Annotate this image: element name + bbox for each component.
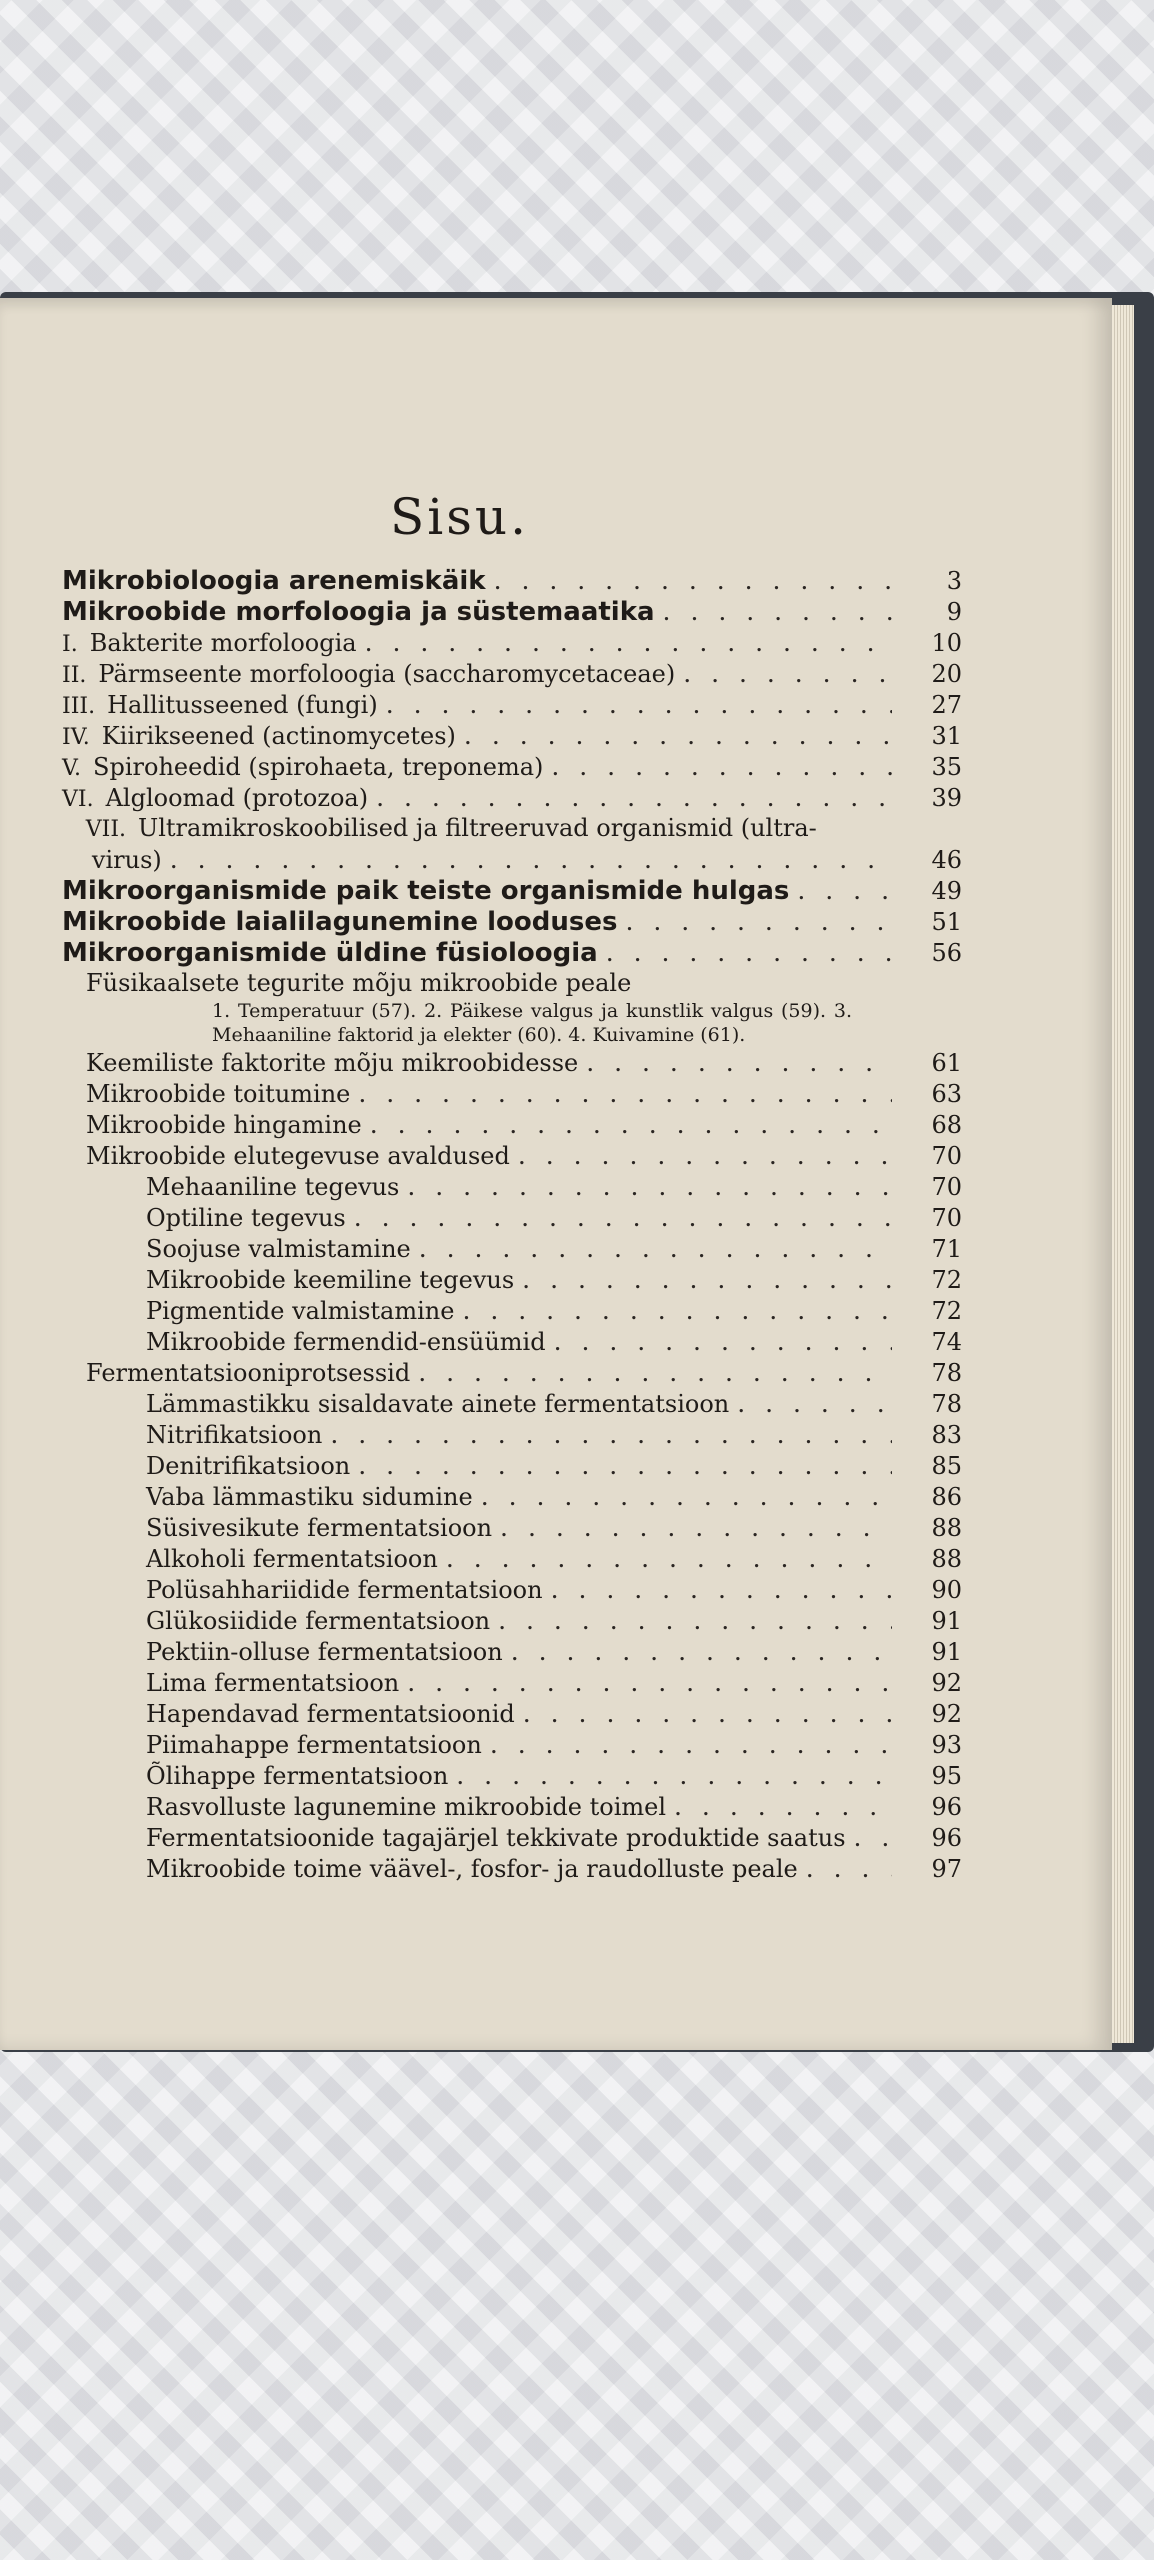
toc-entry[interactable] bbox=[62, 1109, 962, 1140]
leader-dots bbox=[666, 1791, 892, 1822]
toc-page-number: 63 bbox=[931, 1080, 962, 1108]
toc-entry[interactable] bbox=[62, 1233, 962, 1264]
toc-entry[interactable] bbox=[62, 968, 962, 999]
leader-dots bbox=[456, 720, 892, 751]
leader-dots bbox=[543, 751, 892, 782]
toc-entry[interactable] bbox=[62, 1605, 962, 1636]
toc-page-number: 31 bbox=[931, 722, 962, 750]
chapter-number: IV. bbox=[62, 725, 90, 750]
leader-dots bbox=[399, 1171, 892, 1202]
toc-entry-label: Hapendavad fermentatsioonid bbox=[146, 1700, 515, 1728]
toc-entry[interactable] bbox=[62, 1667, 962, 1698]
leader-dots bbox=[346, 1202, 892, 1233]
toc-entry[interactable] bbox=[62, 875, 962, 906]
toc-entry-label: Õlihappe fermentatsioon bbox=[146, 1762, 449, 1790]
toc-page-number: 96 bbox=[931, 1824, 962, 1852]
toc-entry[interactable] bbox=[62, 1481, 962, 1512]
toc-page-number: 39 bbox=[931, 784, 962, 812]
toc-entry[interactable] bbox=[62, 1295, 962, 1326]
toc-entry-label: Hallitusseened (fungi) bbox=[107, 691, 378, 719]
toc-entry-label: Rasvolluste lagunemine mikroobide toimel bbox=[146, 1793, 667, 1821]
toc-page-number: 72 bbox=[931, 1266, 962, 1294]
chapter-number: VI. bbox=[62, 787, 94, 812]
toc-page-number: 3 bbox=[946, 567, 962, 595]
toc-page-number: 93 bbox=[931, 1731, 962, 1759]
toc-entry-label: Mikroobide toitumine bbox=[86, 1080, 351, 1108]
toc-entry[interactable] bbox=[62, 1326, 962, 1357]
toc-entry-label: Ultramikroskoobilised ja filtreeruvad organismid (ultra- bbox=[138, 814, 817, 842]
chapter-number: VII. bbox=[85, 817, 126, 842]
chapter-number: III. bbox=[62, 694, 96, 719]
toc-entry-label: Mikroobide keemiline tegevus bbox=[146, 1266, 515, 1294]
toc-page-number: 35 bbox=[931, 753, 962, 781]
leader-dots bbox=[362, 1109, 892, 1140]
toc-page-number: 70 bbox=[931, 1173, 962, 1201]
leader-dots bbox=[486, 565, 892, 596]
toc-entry-label: Mikroobide elutegevuse avaldused bbox=[86, 1142, 510, 1170]
toc-entry[interactable] bbox=[62, 1853, 962, 1884]
leader-dots bbox=[798, 1853, 892, 1884]
toc-entry-label: Alkoholi fermentatsioon bbox=[146, 1545, 438, 1573]
leader-dots bbox=[655, 596, 892, 627]
toc-page-number: 61 bbox=[931, 1049, 962, 1077]
leader-dots bbox=[368, 782, 892, 813]
toc-entry[interactable] bbox=[62, 658, 962, 689]
toc-entry-label: Denitrifikatsioon bbox=[146, 1452, 351, 1480]
toc-entry-label: Keemiliste faktorite mõju mikroobidesse bbox=[86, 1049, 579, 1077]
leader-dots bbox=[399, 1667, 892, 1698]
toc-entry-label: Mikroobide fermendid-ensüümid bbox=[146, 1328, 546, 1356]
leader-dots bbox=[503, 1636, 892, 1667]
toc-page-number: 78 bbox=[931, 1390, 962, 1418]
leader-dots bbox=[378, 689, 892, 720]
toc-entry[interactable] bbox=[62, 720, 962, 751]
toc-page-number: 74 bbox=[931, 1328, 962, 1356]
toc-page-number: 70 bbox=[931, 1142, 962, 1170]
toc-entry[interactable] bbox=[62, 689, 962, 720]
leader-dots bbox=[598, 937, 892, 968]
toc-entry-label: Mehaaniline tegevus bbox=[146, 1173, 400, 1201]
leader-dots bbox=[482, 1729, 892, 1760]
toc-entry[interactable] bbox=[62, 1574, 962, 1605]
toc-entry-label: Füsikaalsete tegurite mõju mikroobide peale bbox=[86, 969, 632, 997]
toc-page-number: 92 bbox=[931, 1669, 962, 1697]
toc-entry-label: Pigmentide valmistamine bbox=[146, 1297, 455, 1325]
leader-dots bbox=[546, 1326, 892, 1357]
toc-entry[interactable] bbox=[62, 844, 962, 875]
leader-dots bbox=[617, 906, 892, 937]
toc-entry[interactable] bbox=[62, 1047, 962, 1078]
page-title: Sisu. bbox=[390, 488, 529, 546]
toc-entry[interactable] bbox=[62, 1698, 962, 1729]
toc-entry-label: Süsivesikute fermentatsioon bbox=[146, 1514, 493, 1542]
leader-dots bbox=[350, 1450, 892, 1481]
toc-entry[interactable] bbox=[62, 596, 962, 627]
toc-entry[interactable] bbox=[62, 1264, 962, 1295]
toc-entry-label: Mikroobide laialilagunemine looduses bbox=[62, 907, 618, 937]
toc-entry-label: Mikroobide morfoloogia ja süstemaatika bbox=[62, 597, 655, 627]
toc-entry[interactable] bbox=[62, 1760, 962, 1791]
toc-page-number: 71 bbox=[931, 1235, 962, 1263]
toc-entry[interactable] bbox=[62, 1512, 962, 1543]
leader-dots bbox=[515, 1698, 892, 1729]
toc-entry[interactable] bbox=[62, 1450, 962, 1481]
toc-entry[interactable] bbox=[62, 1543, 962, 1574]
toc-entry-label: Lima fermentatsioon bbox=[146, 1669, 400, 1697]
toc-page-number: 9 bbox=[946, 598, 962, 626]
toc-page-number: 88 bbox=[931, 1545, 962, 1573]
toc-entry-label: Kiirikseened (actinomycetes) bbox=[101, 722, 456, 750]
toc-entry[interactable] bbox=[62, 1729, 962, 1760]
toc-entry-label: Mikroorganismide üldine füsioloogia bbox=[62, 938, 598, 968]
leader-dots bbox=[510, 1140, 892, 1171]
toc-page-number: 90 bbox=[931, 1576, 962, 1604]
toc-entry[interactable] bbox=[62, 937, 962, 968]
toc-entry[interactable] bbox=[62, 565, 962, 596]
toc-page-number: 27 bbox=[931, 691, 962, 719]
toc-entry-label: Mikroobide toime väävel-, fosfor- ja raudolluste peale bbox=[146, 1855, 798, 1883]
leader-dots bbox=[448, 1760, 892, 1791]
toc-page-number: 51 bbox=[931, 908, 962, 936]
leader-dots bbox=[454, 1295, 892, 1326]
toc-page-number: 78 bbox=[931, 1359, 962, 1387]
toc-page-number: 96 bbox=[931, 1793, 962, 1821]
leader-dots bbox=[675, 658, 892, 689]
toc-entry-label: Vaba lämmastiku sidumine bbox=[146, 1483, 473, 1511]
leader-dots bbox=[350, 1078, 892, 1109]
leader-dots bbox=[729, 1388, 892, 1419]
chapter-number: V. bbox=[62, 756, 82, 781]
toc-page-number: 86 bbox=[931, 1483, 962, 1511]
leader-dots bbox=[438, 1543, 892, 1574]
chapter-number: II. bbox=[62, 663, 87, 688]
toc-entry-label: virus) bbox=[91, 846, 162, 874]
toc-entry-label: Polüsahhariidide fermentatsioon bbox=[146, 1576, 543, 1604]
toc-page-number: 56 bbox=[931, 939, 962, 967]
leader-dots bbox=[578, 1047, 892, 1078]
toc-entry-label: Fermentatsioonide tagajärjel tekkivate produktide saatus bbox=[146, 1824, 846, 1852]
toc-entry[interactable] bbox=[62, 906, 962, 937]
toc-entry[interactable] bbox=[62, 1636, 962, 1667]
toc-entry-label: Nitrifikatsioon bbox=[146, 1421, 323, 1449]
toc-page-number: 91 bbox=[931, 1638, 962, 1666]
leader-dots bbox=[789, 875, 892, 906]
leader-dots bbox=[410, 1357, 892, 1388]
toc-entry[interactable] bbox=[62, 1202, 962, 1233]
toc-entry[interactable] bbox=[62, 1171, 962, 1202]
toc-entry-label: Mikroorganismide paik teiste organismide hulgas bbox=[62, 876, 790, 906]
leader-dots bbox=[411, 1233, 892, 1264]
leader-dots bbox=[162, 844, 892, 875]
toc-page-number: 49 bbox=[931, 877, 962, 905]
toc-entry-label: Soojuse valmistamine bbox=[146, 1235, 411, 1263]
toc-entry-label: Algloomad (protozoa) bbox=[105, 784, 369, 812]
toc-page-number: 72 bbox=[931, 1297, 962, 1325]
toc-page-number: 97 bbox=[931, 1855, 962, 1883]
page-edges bbox=[1112, 305, 1134, 2043]
chapter-number: I. bbox=[62, 632, 78, 657]
toc-page-number: 10 bbox=[931, 629, 962, 657]
toc-entry[interactable] bbox=[62, 627, 962, 658]
leader-dots bbox=[322, 1419, 892, 1450]
leader-dots bbox=[846, 1822, 892, 1853]
toc-entry-label: Piimahappe fermentatsioon bbox=[146, 1731, 482, 1759]
leader-dots bbox=[357, 627, 892, 658]
toc-page-number: 20 bbox=[931, 660, 962, 688]
toc-page-number: 85 bbox=[931, 1452, 962, 1480]
toc-entry[interactable] bbox=[62, 1419, 962, 1450]
toc-entry-label: Bakterite morfoloogia bbox=[89, 629, 357, 657]
toc-entry[interactable] bbox=[62, 1791, 962, 1822]
toc-entry[interactable] bbox=[62, 1388, 962, 1419]
leader-dots bbox=[490, 1605, 892, 1636]
toc-page-number: 68 bbox=[931, 1111, 962, 1139]
toc-entry[interactable] bbox=[62, 813, 962, 844]
toc-page-number: 70 bbox=[931, 1204, 962, 1232]
toc-entry[interactable] bbox=[62, 1078, 962, 1109]
toc-detail: 1. Temperatuur (57). 2. Päikese valgus ja kunstlik valgus (59). 3. Mehaaniline faktorid ja elekter (60). 4. Kuivamine (61). bbox=[212, 1000, 852, 1046]
toc-entry-label: Mikroobide hingamine bbox=[86, 1111, 362, 1139]
toc-page-number: 88 bbox=[931, 1514, 962, 1542]
toc-entry[interactable] bbox=[62, 782, 962, 813]
toc-entry-label: Optiline tegevus bbox=[146, 1204, 346, 1232]
toc-page-number: 95 bbox=[931, 1762, 962, 1790]
leader-dots bbox=[492, 1512, 892, 1543]
toc-entry-label: Mikrobioloogia arenemiskäik bbox=[62, 566, 486, 596]
toc-entry-label: Fermentatsiooniprotsessid bbox=[86, 1359, 411, 1387]
toc-entry-label: Pärmseente morfoloogia (saccharomycetaceae) bbox=[98, 660, 676, 688]
toc-entry-label: Spiroheedid (spirohaeta, treponema) bbox=[93, 753, 544, 781]
toc-entry-label: Pektiin-olluse fermentatsioon bbox=[146, 1638, 503, 1666]
leader-dots bbox=[543, 1574, 892, 1605]
table-of-contents bbox=[62, 565, 962, 1884]
toc-entry-label: Lämmastikku sisaldavate ainete fermentatsioon bbox=[146, 1390, 730, 1418]
leader-dots bbox=[473, 1481, 892, 1512]
toc-page-number: 83 bbox=[931, 1421, 962, 1449]
toc-entry-label: Glükosiidide fermentatsioon bbox=[146, 1607, 491, 1635]
toc-page-number: 46 bbox=[931, 846, 962, 874]
toc-entry[interactable] bbox=[62, 751, 962, 782]
toc-entry[interactable] bbox=[62, 1822, 962, 1853]
toc-entry[interactable] bbox=[62, 1357, 962, 1388]
leader-dots bbox=[514, 1264, 892, 1295]
toc-entry[interactable] bbox=[62, 1140, 962, 1171]
toc-page-number: 91 bbox=[931, 1607, 962, 1635]
toc-page-number: 92 bbox=[931, 1700, 962, 1728]
